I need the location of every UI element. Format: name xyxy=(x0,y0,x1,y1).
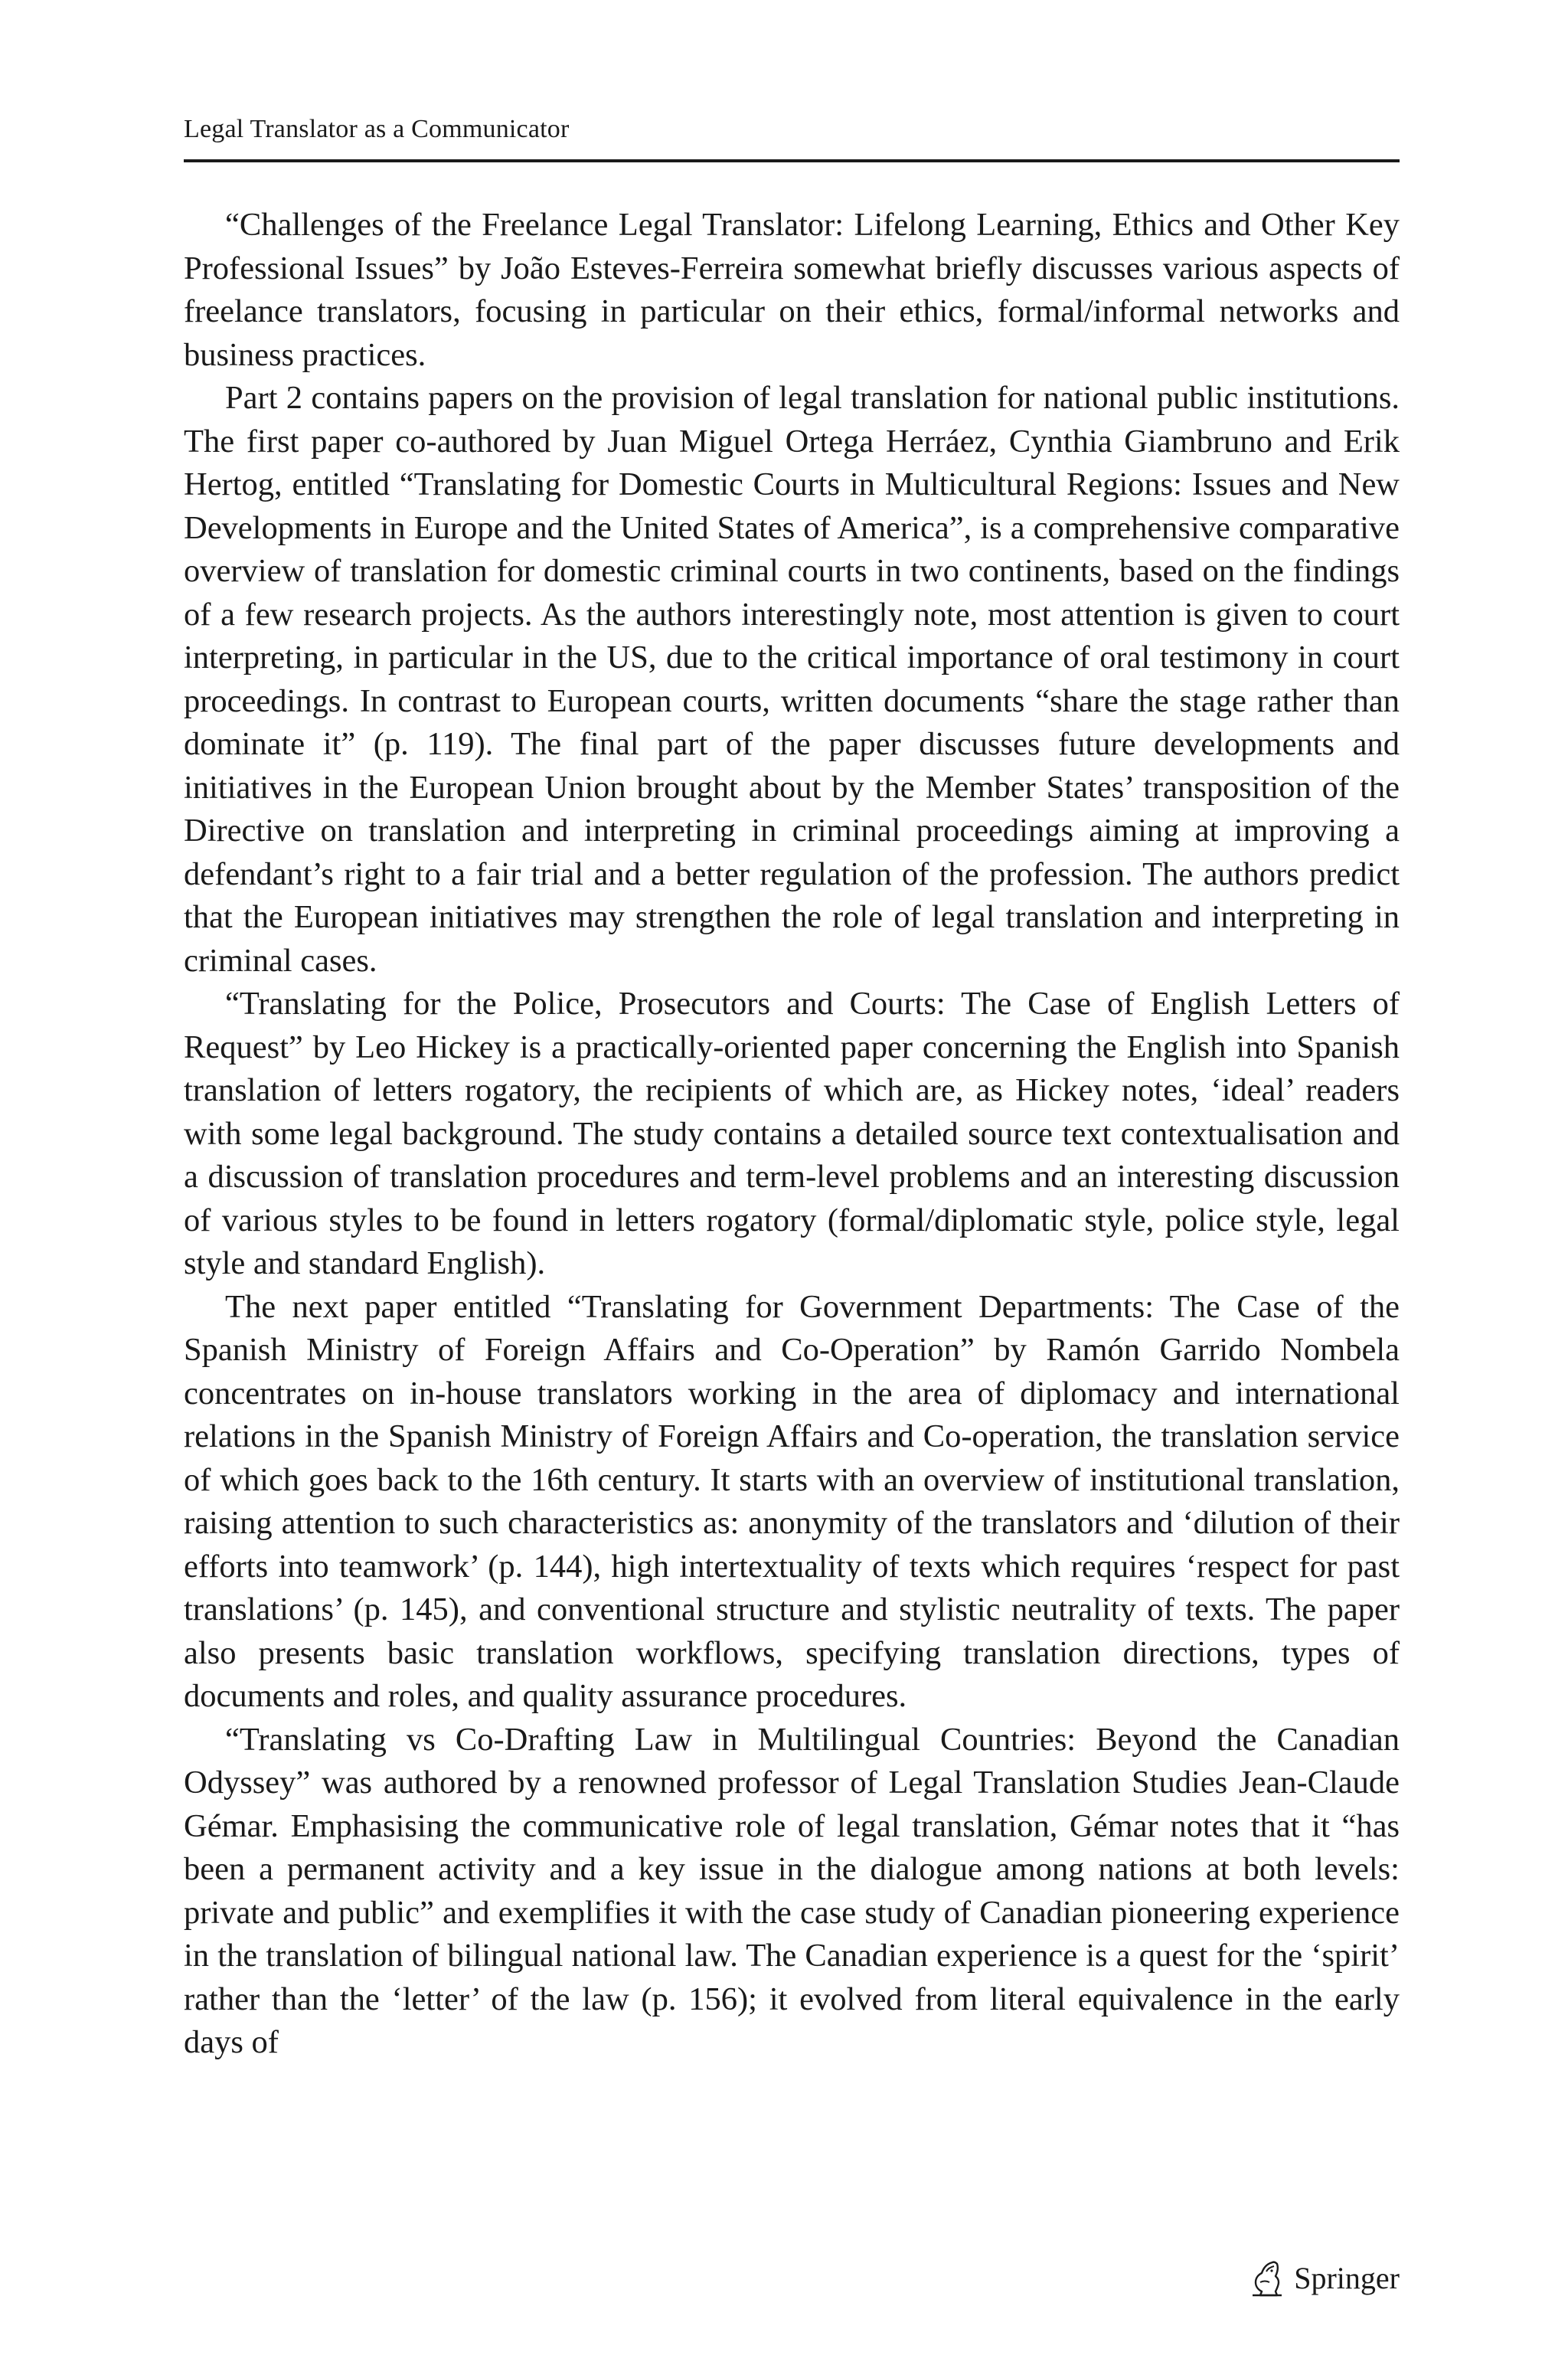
header-rule xyxy=(184,159,1400,162)
paragraph: “Translating vs Co-Drafting Law in Multilingual Countries: Beyond the Canadian Odyssey” was authored by a renowned professor of Legal Translation Studies Jean-Claude Gémar. Emphasising the communicative role of legal translation, Gémar notes that it “has been a permanent activity and a key issue in the dialogue among nations at both levels: private and public” and exemplifies it with the case study of Canadian pioneering experience in the translation of bilingual national law. The Canadian experience is a quest for the ‘spirit’ rather than the ‘letter’ of the law (p. 156); it evolved from literal equivalence in the early days of xyxy=(184,1721,1400,2060)
running-head: Legal Translator as a Communicator xyxy=(184,115,570,143)
paragraph: Part 2 contains papers on the provision of legal translation for national public institutions. The first paper co-authored by Juan Miguel Ortega Herráez, Cynthia Giambruno and Erik Hertog, entitled “Translating for Domestic Courts in Multicultural Regions: Issues and New Developments in Europe and the United States of America”, is a comprehensive comparative overview of translation for domestic criminal courts in two continents, based on the findings of a few research projects. As the authors interestingly note, most attention is given to court interpreting, in particular in the US, due to the critical importance of oral testimony in court proceedings. In contrast to European courts, written documents “share the stage rather than dominate it” (p. 119). The final part of the paper discusses future developments and initiatives in the European Union brought about by the Member States’ transposition of the Directive on translation and interpreting in criminal proceedings aiming at improving a defendant’s right to a fair trial and a better regulation of the profession. The authors predict that the European initiatives may strengthen the role of legal translation and interpreting in criminal cases. xyxy=(184,380,1400,979)
springer-horse-icon xyxy=(1250,2259,1285,2298)
publisher-name: Springer xyxy=(1294,2261,1400,2295)
body-text xyxy=(184,204,1400,2065)
page xyxy=(184,0,1400,2378)
paragraph: The next paper entitled “Translating for Government Departments: The Case of the Spanish Ministry of Foreign Affairs and Co-Operation” by Ramón Garrido Nombela concentrates on in-house translators working in the area of diplomacy and international relations in the Spanish Ministry of Foreign Affairs and Co-operation, the translation service of which goes back to the 16th century. It starts with an overview of institutional translation, raising attention to such characteristics as: anonymity of the translators and ‘dilution of their efforts into teamwork’ (p. 144), high intertextuality of texts which requires ‘respect for past translations’ (p. 145), and conventional structure and stylistic neutrality of texts. The paper also presents basic translation workflows, specifying translation directions, types of documents and roles, and quality assurance procedures. xyxy=(184,1288,1400,1714)
paragraph: “Challenges of the Freelance Legal Translator: Lifelong Learning, Ethics and Other Key Professional Issues” by João Esteves-Ferreira somewhat briefly discusses various aspects of freelance translators, focusing in particular on their ethics, formal/informal networks and business practices. xyxy=(184,207,1400,373)
paragraph: “Translating for the Police, Prosecutors and Courts: The Case of English Letters of Request” by Leo Hickey is a practically-oriented paper concerning the English into Spanish translation of letters rogatory, the recipients of which are, as Hickey notes, ‘ideal’ readers with some legal background. The study contains a detailed source text contextualisation and a discussion of translation procedures and term-level problems and an interesting discussion of various styles to be found in letters rogatory (formal/diplomatic style, police style, legal style and standard English). xyxy=(184,986,1400,1281)
publisher-logo xyxy=(1250,2259,1400,2298)
